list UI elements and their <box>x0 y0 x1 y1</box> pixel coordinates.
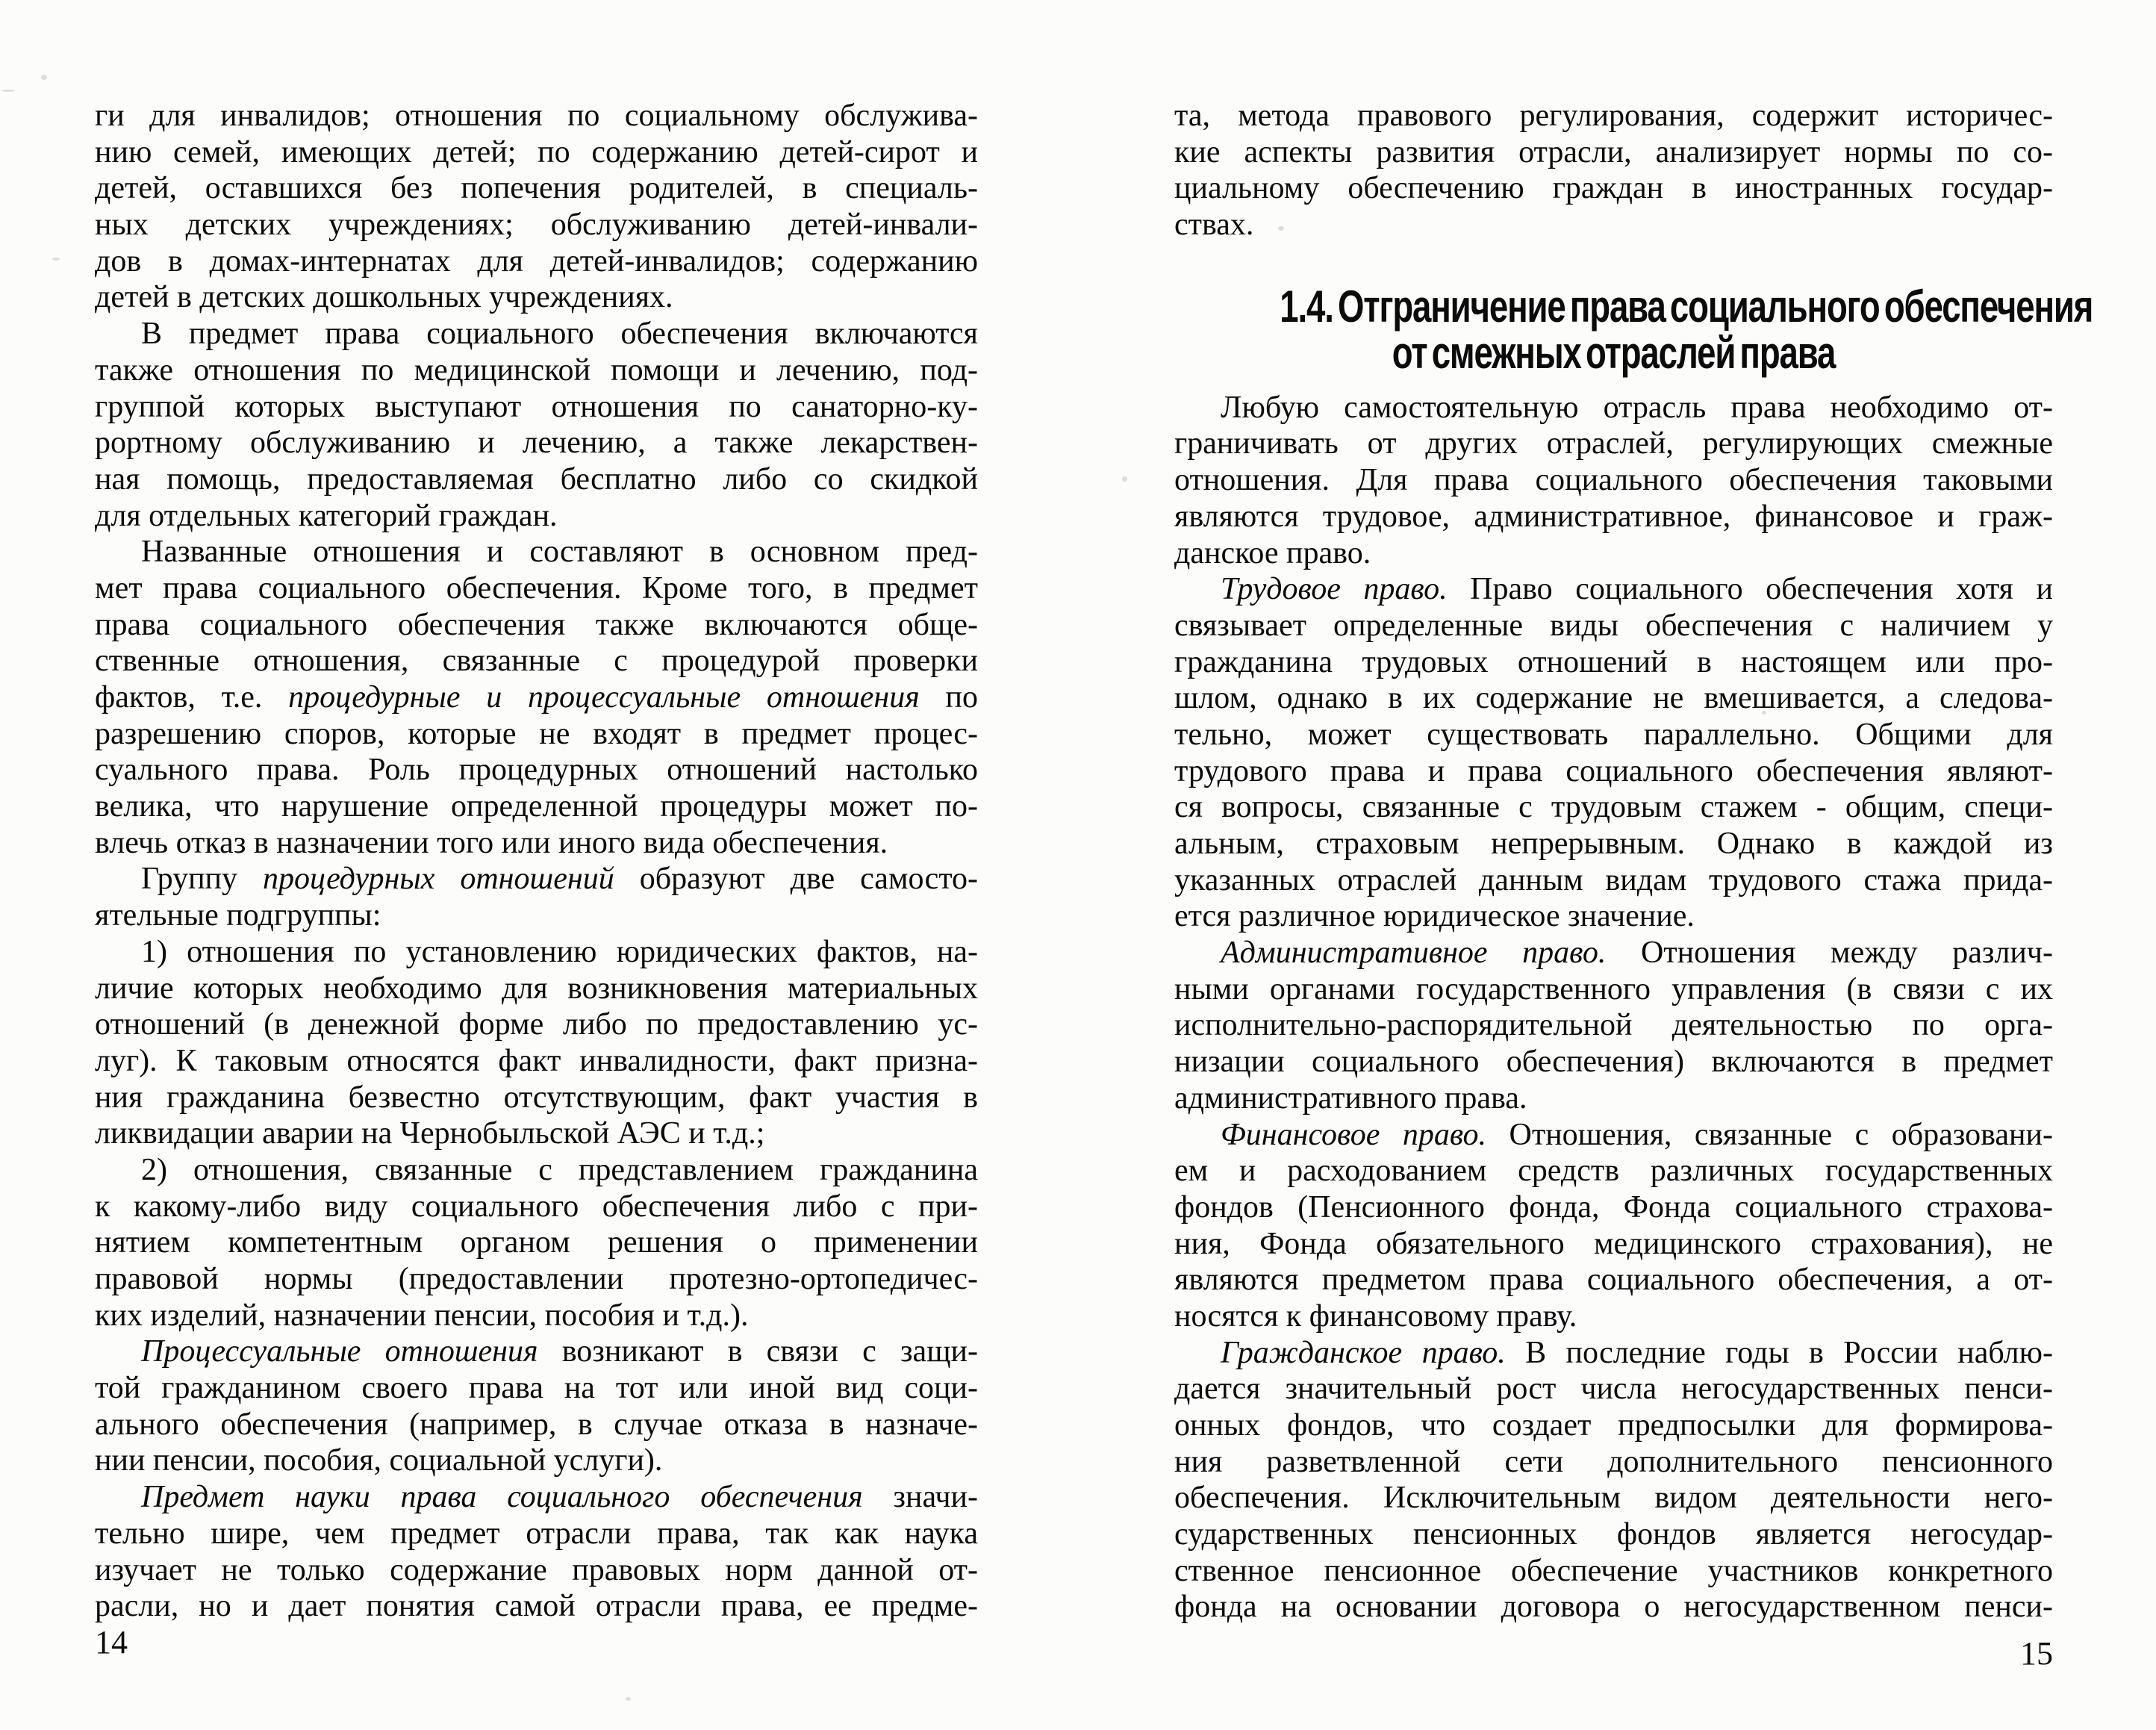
text-run: фондов (Пенсионного фонда, Фонда социального страхова- <box>1174 1189 2053 1225</box>
text-line <box>1174 207 2053 243</box>
text-run: та, метода правового регулирования, содержит историчес- <box>1174 99 2053 133</box>
text-line <box>1174 1335 2053 1372</box>
text-line <box>95 1261 978 1298</box>
text-run: носятся к финансовому праву. <box>1174 1298 1577 1334</box>
text-run: группой которых выступают отношения по санаторно-ку- <box>95 389 978 424</box>
text-run: указанных отраслей данным видам трудового стажа прида- <box>1174 862 2053 897</box>
text-line <box>95 498 978 535</box>
text-run: нии пенсии, пособия, социальной услуги). <box>95 1443 663 1478</box>
text-run: онных фондов, что создает предпосылки для формирова- <box>1174 1408 2053 1443</box>
page-left-text-column <box>95 98 978 1625</box>
text-run: для отдельных категорий граждан. <box>95 498 558 533</box>
text-run: луг). К таковым относятся факт инвалидности, факт призна- <box>95 1043 978 1078</box>
text-run: данское право. <box>1174 535 1371 570</box>
text-line <box>1174 862 2053 899</box>
section-heading <box>1174 281 2093 378</box>
text-run: разрешению споров, которые не входят в предмет процес- <box>95 716 978 751</box>
text-run: отношений (в денежной форме либо по предоставлению ус- <box>95 1007 978 1042</box>
text-line <box>95 1006 978 1043</box>
text-line <box>1174 390 2053 426</box>
text-run: шлом, однако в их содержание не вмешивается, а следова- <box>1174 681 2053 716</box>
text-line <box>95 1334 978 1370</box>
text-run: ся вопросы, связанные с трудовым стажем - общим, специ- <box>1174 790 2053 825</box>
text-line <box>1174 717 2053 753</box>
text-line <box>95 570 978 607</box>
text-run: ятельные подгруппы: <box>95 898 381 933</box>
text-run: тельно шире, чем предмет отрасли права, так как наука <box>95 1516 978 1551</box>
text-run: 1) отношения по установлению юридических фактов, на- <box>141 934 978 969</box>
text-run: 2) отношения, связанные с представлением гражданина <box>141 1152 978 1187</box>
text-run: правовой нормы (предоставлении протезно-ортопедичес- <box>95 1262 978 1296</box>
text-run: ственные отношения, связанные с процедурой проверки <box>95 644 978 679</box>
text-run: фактов, т.е. <box>95 680 289 715</box>
text-line <box>95 1225 978 1261</box>
italic-text-run: Финансовое право. <box>1221 1117 1487 1152</box>
text-run: велика, что нарушение определенной процедуры может по- <box>95 789 978 824</box>
text-line <box>1174 134 2053 171</box>
text-line <box>1174 608 2053 644</box>
section-heading-line-1: 1.4. Отграничение права социального обеспечения <box>1280 281 2093 332</box>
text-run: Право социального обеспечения хотя и <box>1447 572 2053 607</box>
text-line <box>1174 898 2053 935</box>
text-line <box>95 389 978 426</box>
text-run: значи- <box>862 1480 978 1515</box>
text-line <box>1174 1153 2053 1189</box>
text-run: альным, страховым непрерывным. Однако в каждой из <box>1174 827 2053 861</box>
text-line <box>95 897 978 934</box>
text-line <box>95 1479 978 1516</box>
text-line <box>95 1552 978 1589</box>
text-line <box>95 352 978 389</box>
page-right-top-paragraph <box>1174 98 2053 243</box>
text-line <box>95 1152 978 1189</box>
italic-text-run: Трудовое право. <box>1221 572 1448 607</box>
text-run: возникают в связи с защи- <box>538 1334 978 1369</box>
text-run: Отношения, связанные с образовани- <box>1486 1117 2053 1152</box>
text-line <box>95 1443 978 1479</box>
text-run: связывает определенные виды обеспечения с наличием у <box>1174 608 2053 643</box>
text-run: ем и расходованием средств различных государственных <box>1174 1154 2053 1189</box>
text-run: дов в домах-интернатах для детей-инвалидов; содержанию <box>95 243 978 279</box>
text-run: ная помощь, предоставляемая бесплатно либо со скидкой <box>95 461 978 497</box>
text-run: Названные отношения и составляют в основном пред- <box>141 535 978 570</box>
text-line <box>95 861 978 897</box>
text-run: изучает не только содержание правовых норм данной от- <box>95 1552 978 1587</box>
italic-text-run: Гражданское право. <box>1221 1335 1506 1370</box>
text-run: низации социального обеспечения) включаются в предмет <box>1174 1045 2053 1080</box>
text-run: детей в детских дошкольных учреждениях. <box>95 280 673 315</box>
text-run: ги для инвалидов; отношения по социальному обслужива- <box>95 99 978 133</box>
text-line <box>95 316 978 352</box>
text-line <box>95 170 978 207</box>
italic-text-run: Предмет науки права социального обеспечения <box>141 1480 863 1515</box>
text-run: суального права. Роль процедурных отношений настолько <box>95 753 978 788</box>
text-line <box>95 243 978 280</box>
text-line <box>1174 1298 2053 1335</box>
text-run: тельно, может существовать параллельно. Общими для <box>1174 717 2053 752</box>
text-line <box>95 461 978 498</box>
scan-speck <box>41 75 47 80</box>
text-line <box>1174 535 2053 572</box>
text-line <box>1174 680 2053 717</box>
text-line <box>95 279 978 316</box>
text-run: исполнительно-распорядительной деятельностью по орга- <box>1174 1008 2053 1043</box>
text-line <box>95 752 978 788</box>
italic-text-run: процедурных отношений <box>263 862 614 897</box>
text-run: ется различное юридическое значение. <box>1174 899 1695 934</box>
text-line <box>1174 1117 2053 1154</box>
text-run: к какому-либо виду социального обеспечения либо с при- <box>95 1189 978 1224</box>
page-right-text-column <box>1174 98 2093 1673</box>
text-run: права социального обеспечения также включаются обще- <box>95 607 978 642</box>
text-line <box>1174 1444 2053 1481</box>
italic-text-run: Процессуальные отношения <box>141 1334 538 1369</box>
text-run: трудового права и права социального обеспечения являют- <box>1174 753 2053 788</box>
text-line <box>1174 571 2053 608</box>
text-run: гражданина трудовых отношений в настоящем или про- <box>1174 644 2053 679</box>
text-line <box>1174 826 2053 862</box>
page-number-left: 14 <box>95 1624 128 1661</box>
text-line <box>1174 789 2053 826</box>
text-run: также отношения по медицинской помощи и лечению, под- <box>95 352 978 388</box>
text-run: являются предметом права социального обеспечения, а от- <box>1174 1263 2053 1298</box>
text-line <box>1174 1080 2053 1117</box>
text-run: ния, Фонда обязательного медицинского страхования), не <box>1174 1226 2053 1261</box>
text-line <box>95 971 978 1007</box>
text-run: мет права социального обеспечения. Кроме того, в предмет <box>95 570 978 606</box>
text-run: кие аспекты развития отрасли, анализирует нормы по со- <box>1174 134 2053 169</box>
text-line <box>1174 1189 2053 1226</box>
text-line <box>1174 1262 2053 1298</box>
text-line <box>95 788 978 825</box>
text-run: нию семей, имеющих детей; по содержанию детей-сирот и <box>95 134 978 169</box>
text-line <box>1174 170 2053 207</box>
text-line <box>95 934 978 971</box>
text-line <box>1174 971 2053 1008</box>
scan-speck <box>52 258 60 261</box>
text-line <box>95 1116 978 1152</box>
text-run: ных детских учреждениях; обслуживанию детей-инвали- <box>95 208 978 243</box>
text-line <box>95 1189 978 1225</box>
text-line <box>1174 1480 2053 1516</box>
text-run: обеспечения. Исключительным видом деятельности него- <box>1174 1481 2053 1516</box>
text-line <box>95 1370 978 1407</box>
italic-text-run: Административное право. <box>1221 936 1607 971</box>
text-line <box>1174 98 2053 134</box>
text-line <box>95 643 978 679</box>
text-run: детей, оставшихся без попечения родителей, в специаль- <box>95 171 978 206</box>
page-number-right: 15 <box>2020 1635 2053 1673</box>
text-run: Отношения между различ- <box>1606 936 2053 971</box>
text-run: ственное пенсионное обеспечение участников конкретного <box>1174 1553 2053 1588</box>
text-run: образуют две самосто- <box>614 862 979 897</box>
text-run: влечь отказ в назначении того или иного вида обеспечения. <box>95 825 888 860</box>
text-line <box>95 425 978 461</box>
text-line <box>95 679 978 716</box>
text-run: той гражданином своего права на тот или иной вид соци- <box>95 1371 978 1406</box>
text-run: ными органами государственного управления (в связи с их <box>1174 971 2053 1006</box>
text-line <box>95 134 978 171</box>
text-run: фонда на основании договора о негосударственном пенси- <box>1174 1590 2053 1625</box>
text-run: дается значительный рост числа негосударственных пенси- <box>1174 1372 2053 1407</box>
text-run: рортному обслуживанию и лечению, а также лекарствен- <box>95 426 978 461</box>
scan-speck <box>1762 711 1766 715</box>
section-heading-line-2: от смежных отраслей права <box>1392 327 1836 378</box>
text-line <box>1174 753 2053 790</box>
text-run: сударственных пенсионных фондов является негосудар- <box>1174 1517 2053 1552</box>
text-line <box>95 1298 978 1334</box>
text-run: ствах. <box>1174 208 1254 243</box>
text-run: Группу <box>141 862 264 897</box>
text-line <box>1174 935 2053 971</box>
text-line <box>95 716 978 753</box>
text-run: отношения. Для права социального обеспечения таковыми <box>1174 463 2053 498</box>
text-run: по <box>919 680 978 715</box>
text-run: ния гражданина безвестно отсутствующим, факт участия в <box>95 1080 978 1115</box>
text-run: расли, но и дает понятия самой отрасли права, ее предме- <box>95 1589 978 1624</box>
text-run: ального обеспечения (например, в случае отказа в назначе- <box>95 1407 978 1442</box>
text-run: В предмет права социального обеспечения включаются <box>141 317 978 352</box>
scan-speck <box>1278 226 1284 231</box>
text-line <box>1174 1589 2053 1625</box>
text-run: являются трудовое, административное, финансовое и граж- <box>1174 499 2053 534</box>
text-line <box>1174 1553 2053 1590</box>
text-run: нятием компетентным органом решения о применении <box>95 1225 978 1260</box>
text-run: циальному обеспечению граждан в иностранных государ- <box>1174 171 2053 206</box>
text-line <box>95 1043 978 1080</box>
text-line <box>95 1516 978 1552</box>
text-run: ких изделий, назначении пенсии, пособия и т.д.). <box>95 1298 749 1333</box>
scan-speck <box>624 160 629 164</box>
text-line <box>95 1407 978 1443</box>
text-line <box>1174 1371 2053 1407</box>
text-line <box>95 825 978 862</box>
page-right-body <box>1174 390 2053 1625</box>
text-run: ния разветвленной сети дополнительного пенсионного <box>1174 1444 2053 1479</box>
text-line <box>95 607 978 644</box>
text-run: ликвидации аварии на Чернобыльской АЭС и т.д.; <box>95 1116 765 1151</box>
text-line <box>95 1588 978 1625</box>
text-run: В последние годы в России наблю- <box>1505 1335 2053 1370</box>
scan-speck <box>184 487 188 491</box>
text-line <box>95 1080 978 1116</box>
text-line <box>1174 644 2053 681</box>
text-line <box>95 98 978 134</box>
text-line <box>1174 1007 2053 1044</box>
text-run: личие которых необходимо для возникновения материальных <box>95 971 978 1006</box>
text-line <box>1174 1044 2053 1080</box>
text-line <box>95 207 978 243</box>
italic-text-run: процедурные и процессуальные отношения <box>288 680 920 715</box>
text-line <box>1174 426 2053 462</box>
text-line <box>95 534 978 570</box>
scan-speck <box>626 1697 631 1701</box>
text-line <box>1174 462 2053 499</box>
scan-speck <box>1122 476 1127 482</box>
text-run: Любую самостоятельную отрасль права необходимо от- <box>1221 390 2053 425</box>
text-line <box>1174 1226 2053 1263</box>
text-line <box>1174 499 2053 535</box>
scan-speck <box>1 90 15 92</box>
page-number-left-row <box>95 1625 978 1661</box>
text-run: административного права. <box>1174 1080 1527 1116</box>
text-run: граничивать от других отраслей, регулирующих смежные <box>1174 426 2053 461</box>
text-line <box>1174 1407 2053 1444</box>
text-line <box>1174 1516 2053 1553</box>
